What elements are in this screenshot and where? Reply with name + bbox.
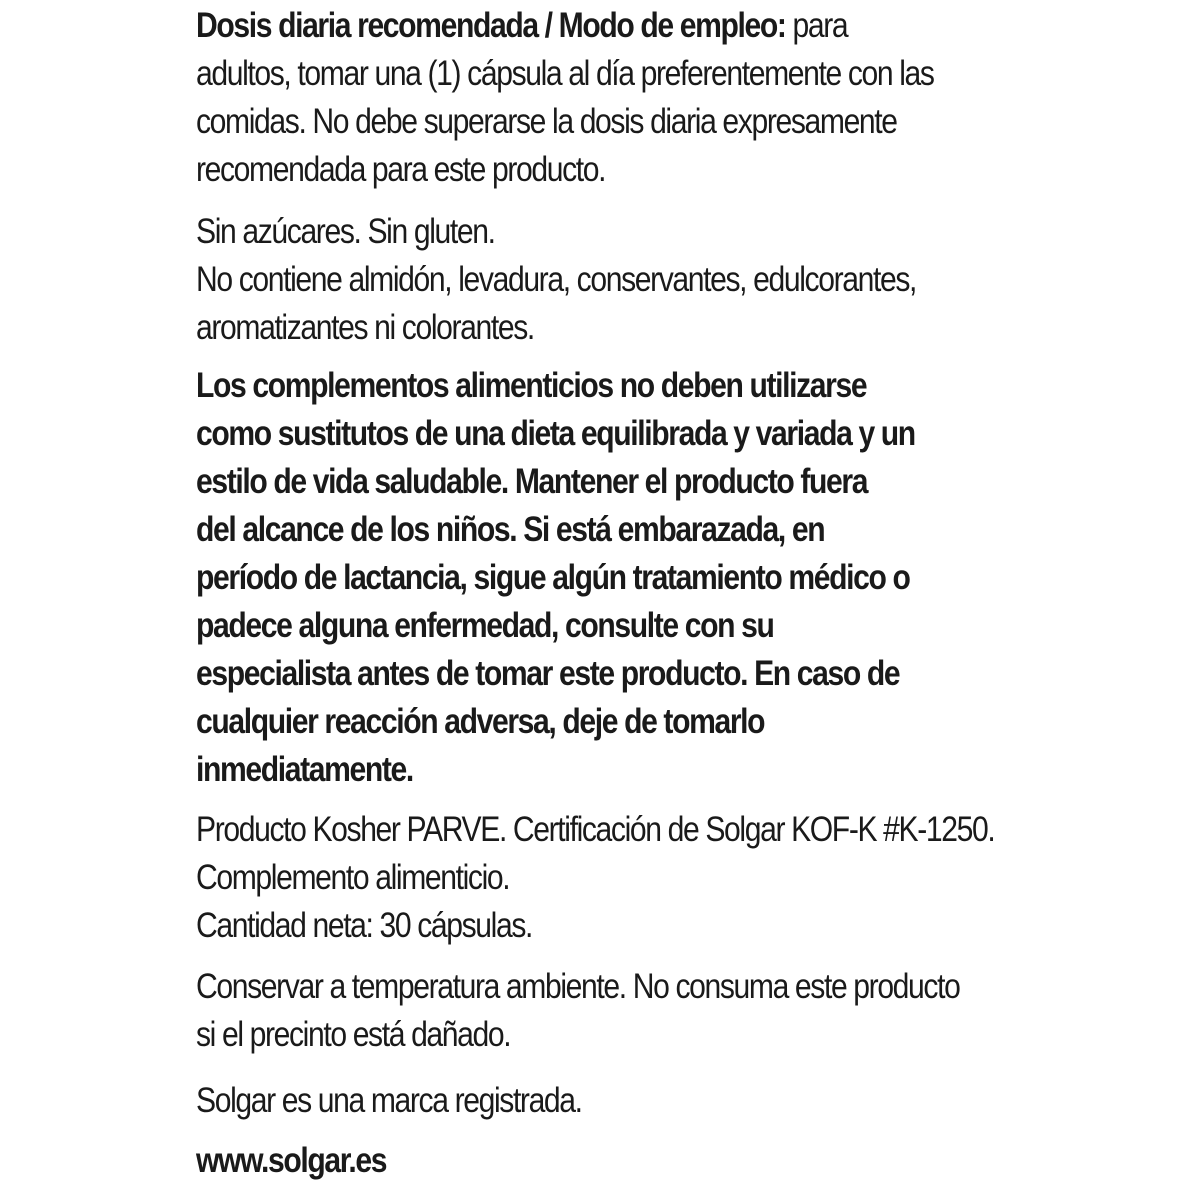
product-category: Complemento alimenticio. (196, 858, 510, 897)
kosher-line-1: Producto Kosher PARVE. Certificación de Solgar KOF-K #K-1250. (196, 810, 995, 849)
dosage-line-3: comidas. No debe superarse la dosis diaria expresamente (196, 102, 897, 141)
warning-line: período de lactancia, sigue algún tratamiento médico o (196, 558, 910, 597)
trademark-line: Solgar es una marca registrada. (196, 1081, 582, 1120)
dosage-line-1 (196, 2, 934, 50)
free-from-line-2: No contiene almidón, levadura, conservantes, edulcorantes, (196, 260, 916, 299)
website-link-text: www.solgar.es (196, 1141, 387, 1180)
warning-line: especialista antes de tomar este producto. En caso de (196, 654, 900, 693)
warning-line: cualquier reacción adversa, deje de tomarlo (196, 702, 765, 741)
warning-line: inmediatamente. (196, 750, 413, 789)
net-quantity: Cantidad neta: 30 cápsulas. (196, 906, 533, 945)
warning-line: estilo de vida saludable. Mantener el producto fuera (196, 462, 868, 501)
warning-line: padece alguna enfermedad, consulte con su (196, 606, 774, 645)
warning-line: Los complementos alimenticios no deben utilizarse (196, 366, 867, 405)
storage-line-1: Conservar a temperatura ambiente. No consuma este producto (196, 967, 960, 1006)
storage-line-2: si el precinto está dañado. (196, 1015, 511, 1054)
dosage-heading: Dosis diaria recomendada / Modo de empleo: (196, 6, 786, 45)
website-url (196, 1137, 417, 1185)
dosage-line-2: adultos, tomar una (1) cápsula al día preferentemente con las (196, 54, 934, 93)
warning-line: del alcance de los niños. Si está embarazada, en (196, 510, 825, 549)
trademark-notice (196, 1077, 644, 1125)
dosage-instructions (196, 2, 1054, 194)
free-from-line-1: Sin azúcares. Sin gluten. (196, 212, 495, 251)
free-from-statement (196, 208, 1033, 352)
warning-line: como sustitutos de una dieta equilibrada y variada y un (196, 414, 915, 453)
kosher-certification (196, 806, 1124, 950)
warning-statement (196, 362, 1032, 794)
free-from-line-3: aromatizantes ni colorantes. (196, 308, 534, 347)
storage-instructions (196, 963, 1084, 1059)
dosage-line-4: recomendada para este producto. (196, 150, 606, 189)
dosage-line-1-rest: para (785, 6, 848, 45)
